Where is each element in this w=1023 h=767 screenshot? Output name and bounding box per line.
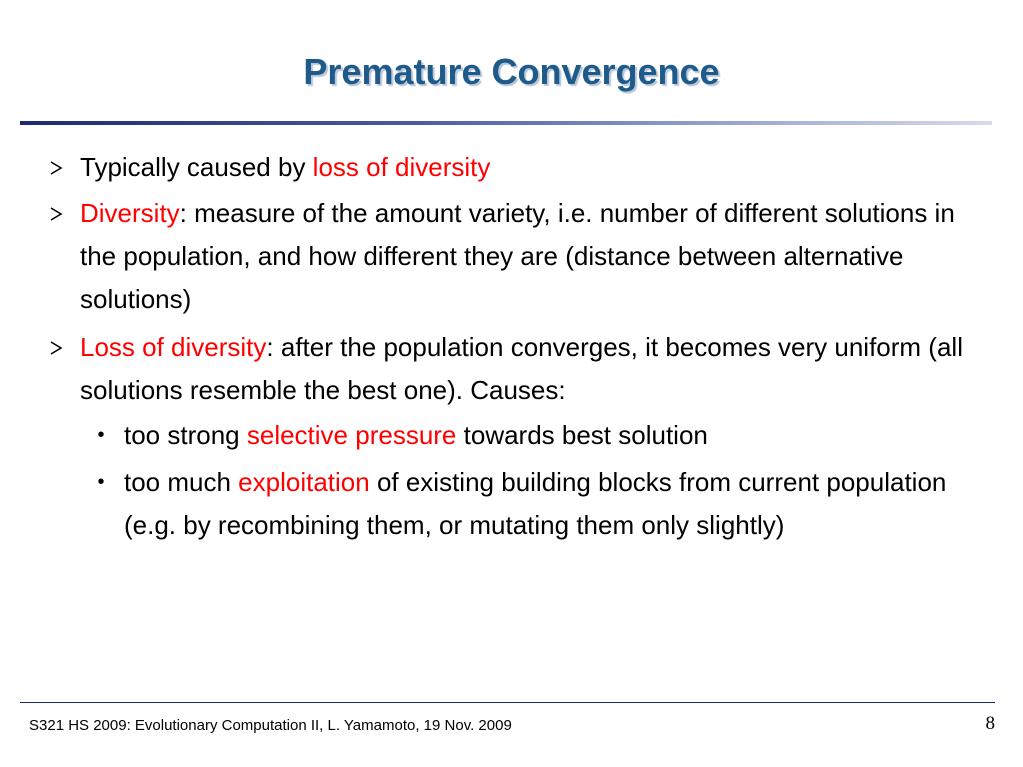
bullet-item [80,192,980,321]
sub-bullet-highlight: selective pressure [246,420,457,450]
sub-bullet-item [124,414,984,457]
bullet-text: : measure of the amount variety, i.e. number of different solutions in the population, and how different they are (distance between alternative solutions) [80,198,955,314]
bullet-text: Typically caused by [80,152,313,182]
dot-bullet-icon: • [97,424,105,446]
bullet-highlight: Loss of diversity [80,332,267,362]
bullet-text: : after the population converges, it becomes very uniform (all solutions resemble the best one). Causes: [80,332,963,405]
bullet-highlight: loss of diversity [312,152,491,182]
dot-bullet-icon: • [97,471,105,493]
footer-citation: S321 HS 2009: Evolutionary Computation II, L. Yamamoto, 19 Nov. 2009 [29,717,512,734]
bullet-item [80,146,980,189]
sub-bullet-text: towards best solution [456,420,708,450]
slide-title: Premature Convergence [303,51,720,92]
footer-divider [20,702,995,703]
sub-bullet-text: too strong [124,420,247,450]
sub-bullet-item [124,461,984,547]
sub-bullet-highlight: exploitation [238,467,370,497]
arrowhead-bullet-icon [49,326,69,369]
sub-bullet-text: too much [124,467,239,497]
arrowhead-bullet-icon [49,192,69,235]
bullet-item [80,326,980,412]
title-divider [20,121,992,125]
arrowhead-bullet-icon [49,146,69,189]
sub-bullet-text: of existing building blocks from current population (e.g. by recombining them, or mutating them only slightly) [124,467,947,540]
page-number: 8 [985,713,995,734]
bullet-highlight: Diversity [80,198,180,228]
